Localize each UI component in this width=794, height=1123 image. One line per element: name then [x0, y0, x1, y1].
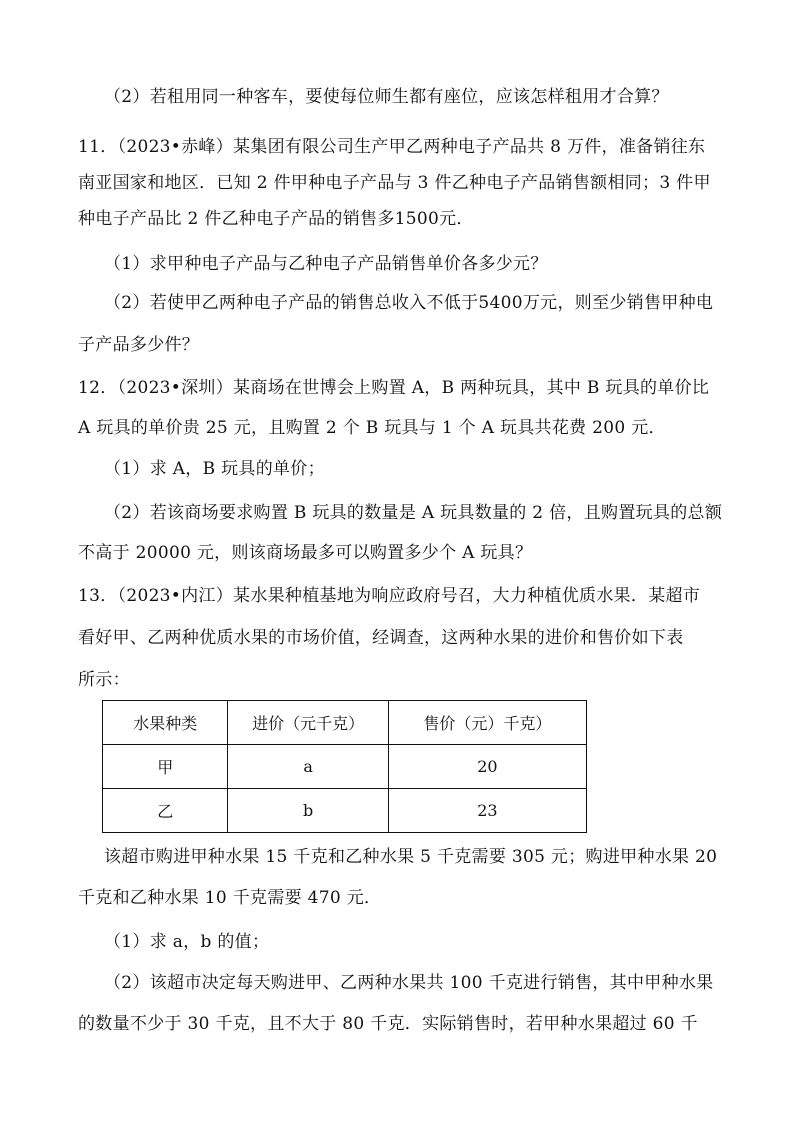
table-cell: a	[228, 745, 388, 789]
q13-info-line2: 千克和乙种水果 10 千克需要 470 元．	[78, 888, 382, 908]
fruit-price-table	[102, 700, 587, 833]
q13-part2-line1: （2）该超市决定每天购进甲、乙两种水果共 100 千克进行销售，其中甲种水果	[104, 973, 714, 993]
q11-part1: （1）求甲种电子产品与乙种电子产品销售单价各多少元？	[104, 254, 548, 274]
q13-part1: （1）求 a，b 的值；	[104, 932, 270, 952]
q13-info-line1: 该超市购进甲种水果 15 千克和乙种水果 5 千克需要 305 元；购进甲种水果 20	[104, 847, 718, 867]
q13-part2-line2: 的数量不少于 30 千克，且不大于 80 千克．实际销售时，若甲种水果超过 60 千	[78, 1014, 698, 1034]
table-cell: 20	[388, 745, 586, 789]
table-header-cell: 售价（元）千克）	[388, 701, 586, 745]
q11-text-line2: 南亚国家和地区．已知 2 件甲种电子产品与 3 件乙种电子产品销售额相同；3 件甲	[78, 173, 711, 193]
q13-text-line2: 看好甲、乙两种优质水果的市场价值，经调查，这两种水果的进价和售价如下表	[78, 628, 684, 648]
table-cell: b	[228, 789, 388, 833]
table-header-cell: 水果种类	[103, 701, 228, 745]
table-cell: 甲	[103, 745, 228, 789]
q12-part2-line2: 不高于 20000 元，则该商场最多可以购置多少个 A 玩具？	[78, 543, 533, 563]
table-header-row	[103, 701, 587, 745]
table-cell: 23	[388, 789, 586, 833]
table-row	[103, 745, 587, 789]
q11-part2-line1: （2）若使甲乙两种电子产品的销售总收入不低于5400万元，则至少销售甲种电	[104, 293, 714, 313]
table-row	[103, 789, 587, 833]
q12-part2-line1: （2）若该商场要求购置 B 玩具的数量是 A 玩具数量的 2 倍，且购置玩具的总额	[104, 503, 723, 523]
q13-text-line1: 13．（2023•内江）某水果种植基地为响应政府号召，大力种植优质水果．某超市	[78, 586, 701, 606]
q11-text-line3: 种电子产品比 2 件乙种电子产品的销售多1500元．	[78, 209, 474, 229]
q11-text-line1: 11．（2023•赤峰）某集团有限公司生产甲乙两种电子产品共 8 万件，准备销往东	[78, 137, 706, 157]
q13-text-line3: 所示：	[78, 670, 130, 690]
q12-text-line1: 12．（2023•深圳）某商场在世博会上购置 A，B 两种玩具，其中 B 玩具的单价比	[78, 378, 710, 398]
q12-text-line2: A 玩具的单价贵 25 元，且购置 2 个 B 玩具与 1 个 A 玩具共花费 200 元．	[78, 418, 666, 438]
table-header-cell: 进价（元千克）	[228, 701, 388, 745]
q12-part1: （1）求 A，B 玩具的单价；	[104, 459, 325, 479]
table-cell: 乙	[103, 789, 228, 833]
q10-part2: （2）若租用同一种客车，要使每位师生都有座位，应该怎样租用才合算？	[104, 87, 669, 107]
q11-part2-line2: 子产品多少件？	[78, 335, 200, 355]
